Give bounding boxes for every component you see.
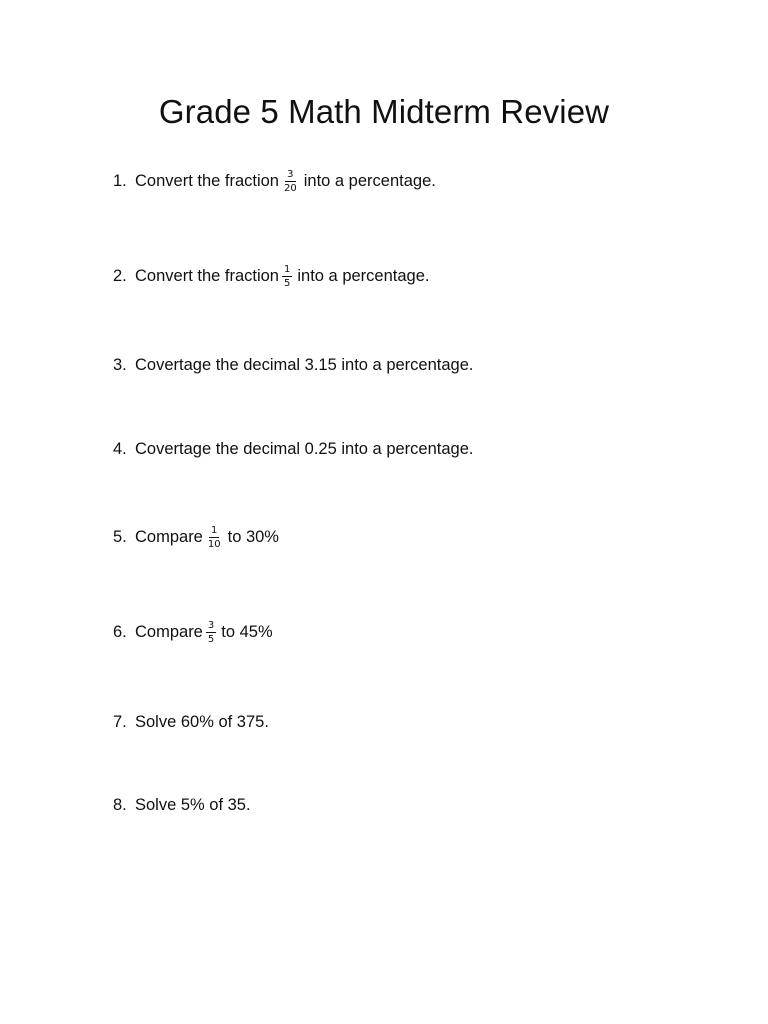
- fraction: [206, 525, 223, 550]
- question-text-before: Compare: [135, 527, 203, 546]
- question-text-after: into a percentage.: [303, 171, 436, 190]
- question-number: 1.: [113, 171, 127, 190]
- question-7: [113, 707, 269, 737]
- question-text-before: Convert the fraction: [135, 171, 279, 190]
- question-text-before: Compare: [135, 622, 203, 641]
- fraction-denominator: 10: [207, 538, 221, 550]
- question-number: 4.: [113, 439, 127, 458]
- page-title: Grade 5 Math Midterm Review: [158, 93, 610, 130]
- question-number: 2.: [113, 266, 127, 285]
- question-number: 8.: [113, 795, 127, 814]
- question-text: Solve 60% of 375.: [135, 712, 269, 731]
- question-text: Solve 5% of 35.: [135, 795, 251, 814]
- question-number: 5.: [113, 527, 127, 546]
- question-text: Covertage the decimal 3.15 into a percentage.: [135, 355, 474, 374]
- fraction-numerator: 1: [211, 524, 218, 536]
- fraction: [206, 620, 216, 645]
- fraction-denominator: 5: [207, 633, 215, 645]
- question-number: 3.: [113, 355, 127, 374]
- fraction-denominator: 20: [284, 182, 297, 194]
- question-5: [113, 522, 279, 552]
- question-1: [113, 166, 436, 196]
- question-number: 6.: [113, 622, 127, 641]
- question-text-after: to 45%: [221, 622, 273, 641]
- question-text-after: to 30%: [227, 527, 279, 546]
- question-text: Covertage the decimal 0.25 into a percentage.: [135, 439, 474, 458]
- question-8: [113, 790, 251, 820]
- question-number: 7.: [113, 712, 127, 731]
- question-2: [113, 261, 429, 291]
- fraction: [282, 169, 299, 194]
- question-3: [113, 350, 473, 380]
- fraction: [282, 264, 292, 289]
- fraction-numerator: 3: [207, 619, 215, 631]
- question-4: [113, 434, 473, 464]
- question-text-after: into a percentage.: [297, 266, 430, 285]
- question-6: [113, 617, 273, 647]
- fraction-denominator: 5: [284, 277, 291, 289]
- fraction-numerator: 1: [284, 263, 291, 275]
- question-text-before: Convert the fraction: [135, 266, 279, 285]
- fraction-numerator: 3: [287, 168, 294, 180]
